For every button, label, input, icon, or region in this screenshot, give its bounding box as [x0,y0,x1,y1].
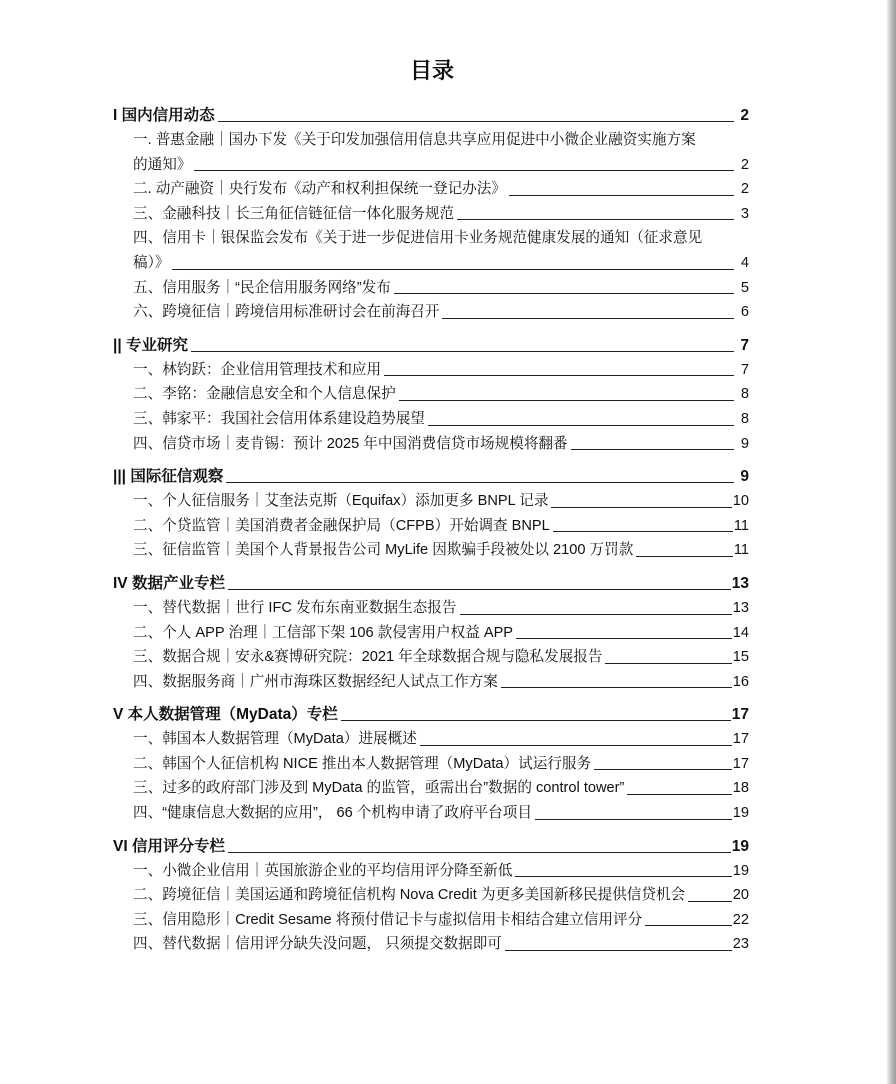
toc-entry-text: 一、替代数据｜世行 IFC 发布东南亚数据生态报告 [133,599,457,616]
toc-section-heading-page: 19 [731,837,749,855]
toc-entry-page: 15 [732,649,749,666]
toc-title: 目录 [409,58,454,83]
toc-entry[interactable] [113,382,749,407]
toc-section [113,834,749,957]
toc-entry[interactable] [113,932,749,957]
toc-section-heading-text: I 国内信用动态 [113,107,215,124]
toc-entry-text: 二、韩国个人征信机构 NICE 推出本人数据管理（MyData）试运行服务 [133,755,592,772]
toc-entry-page: 20 [732,887,749,904]
toc-entry-text: 三、韩家平：我国社会信用体系建设趋势展望 [133,410,425,427]
toc-entry[interactable] [113,908,749,933]
toc-section-heading-text: VI 信用评分专栏 [113,837,225,855]
toc-entry[interactable] [113,300,749,325]
toc-section-heading[interactable] [113,464,749,489]
toc-entry[interactable] [113,596,749,621]
toc-section-heading-text: ||| 国际征信观察 [113,468,224,486]
toc-entry-page: 8 [740,410,749,427]
toc-entry-page: 19 [732,805,749,822]
toc-entry[interactable] [113,489,749,514]
toc-entry-page: 14 [732,624,749,641]
toc-entry-page: 2 [740,156,749,173]
toc-section-heading[interactable] [113,702,749,727]
toc-entry-page: 13 [732,599,749,616]
toc-entry[interactable] [113,859,749,884]
toc-entry[interactable] [113,276,749,301]
toc-entry-text: 稿）》 [133,254,170,271]
toc-entry-text: 四、替代数据｜信用评分缺失没问题， 只须提交数据即可 [133,936,502,953]
toc-entry-page: 22 [732,911,749,928]
leader-line [605,663,731,664]
toc-section [113,702,749,825]
toc-entry-page: 10 [732,493,749,510]
toc-entry[interactable] [113,727,749,752]
toc-entry[interactable] [113,645,749,670]
toc-entry-text: 二、跨境征信｜美国运通和跨境征信机构 Nova Credit 为更多美国新移民提供信贷机会 [133,887,686,904]
toc-section-heading-page: 13 [731,574,749,592]
toc-entry-text: 的通知》 [133,156,192,173]
toc-section-heading[interactable] [113,571,749,596]
leader-line [636,556,733,557]
toc-entry-page: 3 [740,205,749,222]
toc-section-heading[interactable] [113,834,749,859]
leader-line [509,195,734,196]
leader-line [505,950,732,951]
toc-section-heading[interactable] [113,333,749,358]
toc-entry-page: 4 [740,254,749,271]
toc-entry-text: 一、个人征信服务｜艾奎法克斯（Equifax）添加更多 BNPL 记录 [133,493,549,510]
leader-line [460,614,732,615]
toc-entry-line: 一. 普惠金融｜国办下发《关于印发加强信用信息共享应用促进中小微企业融资实施方案 [133,132,696,148]
table-of-contents [113,103,749,957]
toc-entry-text: 四、信贷市场｜麦肯锡：预计 2025 年中国消费信贷市场规模将翻番 [133,435,568,452]
toc-entry[interactable] [113,153,749,178]
toc-entry[interactable] [113,801,749,826]
leader-line [501,687,732,688]
toc-section [113,333,749,456]
toc-entry-page: 11 [733,517,749,534]
leader-line [553,531,733,532]
leader-line [688,901,732,902]
toc-entry[interactable] [113,358,749,383]
leader-line [645,925,732,926]
toc-entry[interactable] [113,538,749,563]
toc-section [113,103,749,325]
leader-line [399,400,734,401]
toc-entry-text: 二、李铭：金融信息安全和个人信息保护 [133,386,396,403]
leader-line [172,269,734,270]
toc-entry-text: 三、信用隐形｜Credit Sesame 将预付借记卡与虚拟信用卡相结合建立信用评分 [133,911,643,928]
toc-entry-page: 2 [740,181,749,198]
toc-entry-text: 三、征信监管｜美国个人背景报告公司 MyLife 因欺骗手段被处以 2100 万罚款 [133,542,634,559]
toc-entry[interactable] [113,407,749,432]
toc-entry-page: 7 [740,361,749,378]
toc-entry-text: 一、小微企业信用｜英国旅游企业的平均信用评分降至新低 [133,862,513,879]
toc-entry[interactable] [113,202,749,227]
toc-entry-page: 9 [740,435,749,452]
toc-entry-line: 四、信用卡｜银保监会发布《关于进一步促进信用卡业务规范健康发展的通知（征求意见 [133,230,703,247]
leader-line [594,769,732,770]
leader-line [194,170,734,171]
toc-section-heading[interactable] [113,103,749,128]
toc-entry-text: 二. 动产融资｜央行发布《动产和权利担保统一登记办法》 [133,181,506,198]
toc-section-heading-text: V 本人数据管理（MyData）专栏 [113,706,338,724]
toc-entry-text: 二、个人 APP 治理｜工信部下架 106 款侵害用户权益 APP [133,624,514,641]
toc-entry-page: 23 [732,936,749,953]
toc-entry[interactable] [113,621,749,646]
toc-entry-text: 六、跨境征信｜跨境信用标准研讨会在前海召开 [133,304,440,321]
toc-entry[interactable] [113,432,749,457]
toc-entry-text: 一、韩国本人数据管理（MyData）进展概述 [133,731,417,748]
page-edge-shadow [886,0,896,1084]
toc-entry-text: 四、“健康信息大数据的应用”， 66 个机构申请了政府平台项目 [133,805,532,822]
leader-line [218,121,734,122]
toc-entry-text: 三、金融科技｜长三角征信链征信一体化服务规范 [133,205,455,222]
toc-entry-text: 三、数据合规｜安永&赛博研究院：2021 年全球数据合规与隐私发展报告 [133,649,603,666]
leader-line [420,745,732,746]
leader-line [442,318,734,319]
toc-entry[interactable] [113,883,749,908]
leader-line [228,589,731,590]
toc-entry-page: 5 [740,279,749,296]
toc-entry-text: 一、林钧跃：企业信用管理技术和应用 [133,361,382,378]
leader-line [457,219,734,220]
toc-entry-page: 8 [740,386,749,403]
toc-entry[interactable] [113,177,749,202]
toc-section-heading-text: || 专业研究 [113,336,188,354]
toc-entry-page: 19 [732,862,749,879]
leader-line [191,351,734,352]
toc-entry-page: 11 [733,542,749,559]
toc-section [113,571,749,694]
toc-section-heading-page: 9 [740,468,749,486]
leader-line [341,720,731,721]
leader-line [571,449,734,450]
leader-line [384,375,734,376]
toc-entry[interactable] [113,776,749,801]
leader-line [515,876,731,877]
toc-section-heading-page: 2 [740,107,749,124]
leader-line [226,482,734,483]
toc-entry-page: 17 [732,755,749,772]
toc-entry-text: 四、数据服务商｜广州市海珠区数据经纪人试点工作方案 [133,673,498,690]
toc-entry[interactable] [113,251,749,276]
leader-line [394,293,734,294]
toc-entry-page: 18 [732,780,749,797]
leader-line [627,794,731,795]
toc-entry-text: 二、个贷监管｜美国消费者金融保护局（CFPB）开始调查 BNPL [133,517,550,534]
leader-line [516,638,732,639]
toc-section-heading-text: IV 数据产业专栏 [113,574,225,592]
toc-entry[interactable] [113,514,749,539]
toc-entry-text: 五、信用服务｜“民企信用服务网络”发布 [133,279,391,296]
toc-entry[interactable] [113,752,749,777]
toc-entry[interactable] [113,670,749,695]
toc-section [113,464,749,563]
toc-entry-page: 6 [740,304,749,321]
leader-line [428,425,734,426]
leader-line [535,819,732,820]
leader-line [228,852,731,853]
toc-section-heading-page: 17 [731,706,749,724]
leader-line [551,507,731,508]
toc-entry-page: 16 [732,673,749,690]
toc-entry-page: 17 [732,731,749,748]
toc-section-heading-page: 7 [740,336,749,354]
toc-entry-text: 三、过多的政府部门涉及到 MyData 的监管，亟需出台”数据的 control tower” [133,780,625,797]
